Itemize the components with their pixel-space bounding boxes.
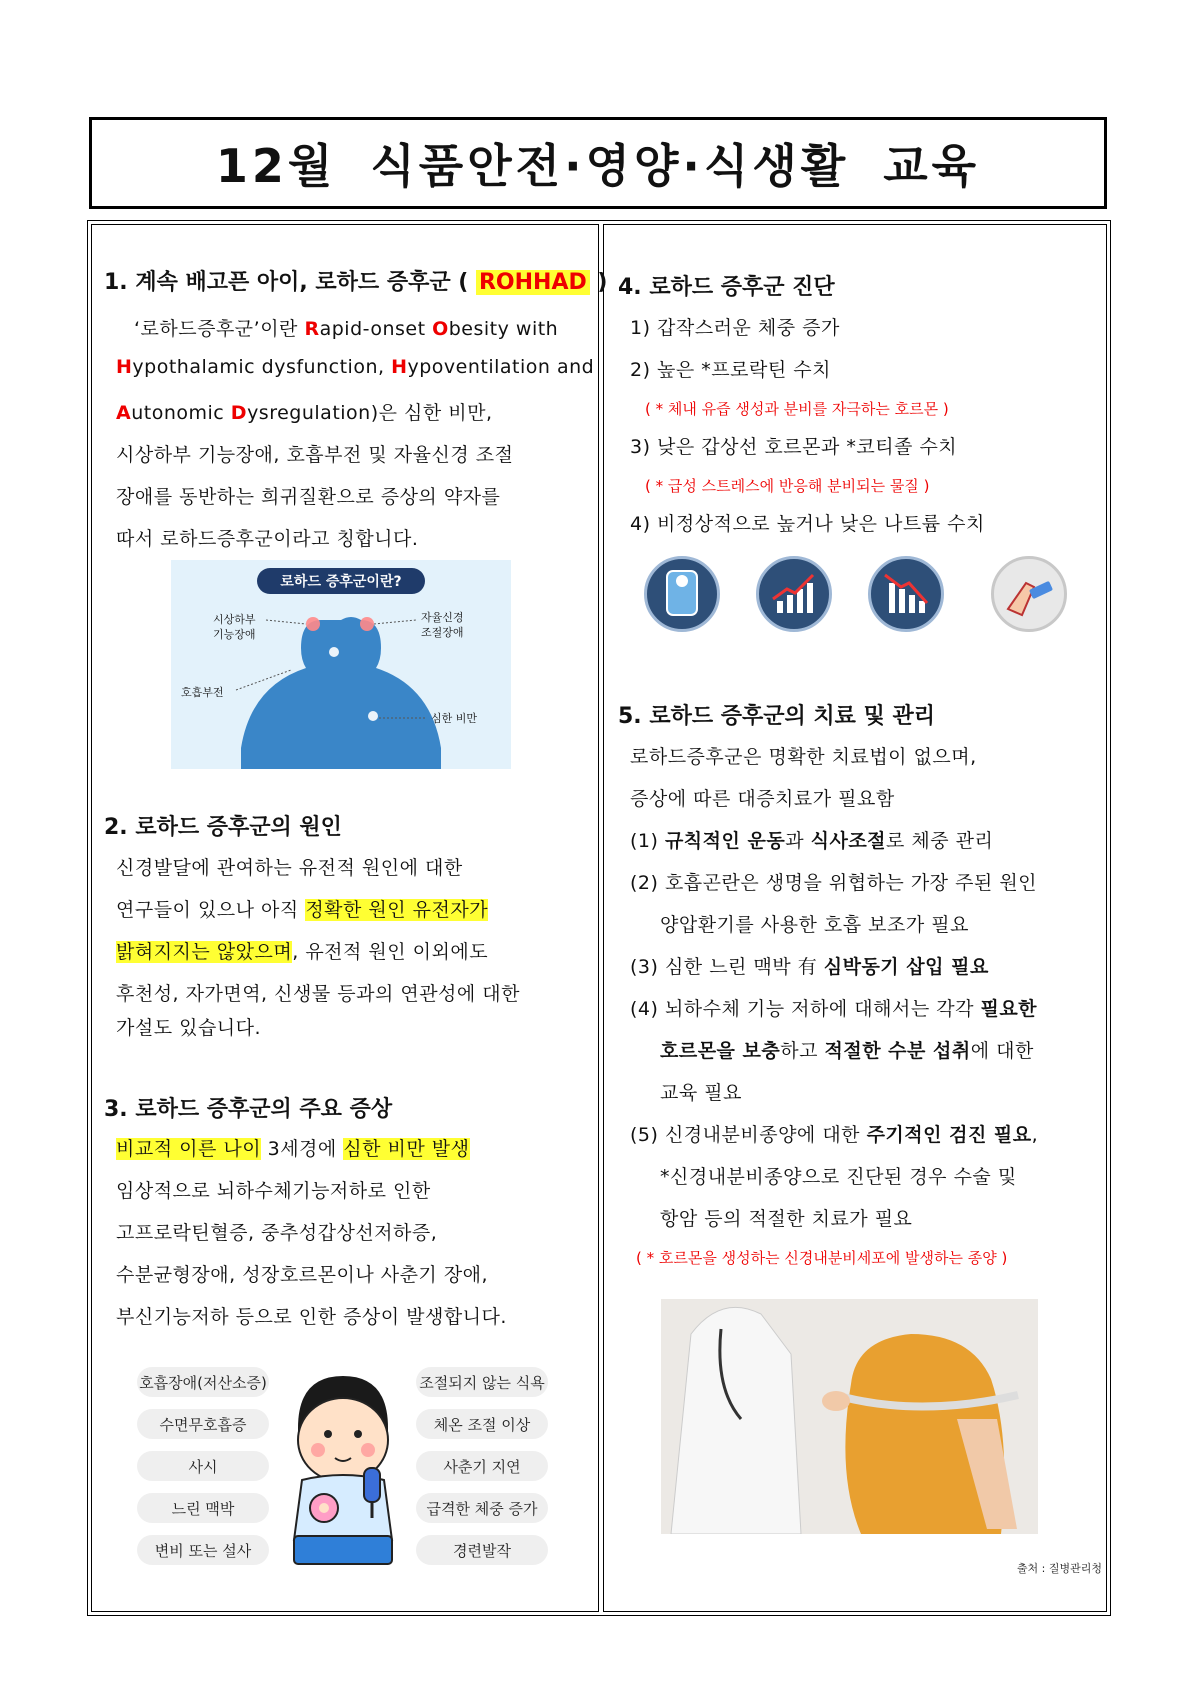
s5-item-5-cont2: 항암 등의 적절한 치료가 필요 bbox=[660, 1208, 913, 1230]
symptom-pill: 급격한 체중 증가 bbox=[416, 1493, 548, 1523]
s4-item-1: 1) 갑작스러운 체중 증가 bbox=[630, 317, 840, 339]
s2-line-3: 밝혀지지는 않았으며, 유전적 원인 이외에도 bbox=[116, 941, 489, 963]
s5-item-5: (5) 신경내분비종양에 대한 주기적인 검진 필요, bbox=[630, 1124, 1039, 1146]
s4-item-3: 3) 낮은 갑상선 호르몬과 *코티졸 수치 bbox=[630, 436, 958, 458]
symptom-pill: 호흡장애(저산소증) bbox=[137, 1367, 269, 1397]
falling-chart-icon bbox=[868, 556, 944, 632]
label-hypothalamus: 시상하부 기능장애 bbox=[213, 613, 256, 641]
waist-measure-photo bbox=[661, 1299, 1038, 1534]
s5-note-tumor: ( * 호르몬을 생성하는 신경내분비세포에 발생하는 종양 ) bbox=[636, 1249, 1008, 1267]
symptom-pill: 사춘기 지연 bbox=[416, 1451, 548, 1481]
s2-line-4: 후천성, 자가면역, 신생물 등과의 연관성에 대한 bbox=[116, 983, 521, 1005]
section1-heading-close: ) bbox=[597, 270, 608, 295]
symptom-pill: 느린 맥박 bbox=[137, 1493, 269, 1523]
s5-item-1: (1) 규칙적인 운동과 식사조절로 체중 관리 bbox=[630, 830, 994, 852]
symptom-pill: 변비 또는 설사 bbox=[137, 1535, 269, 1565]
child-illustration bbox=[280, 1368, 406, 1568]
s5-line-1: 로하드증후군은 명확한 치료법이 없으며, bbox=[630, 746, 977, 768]
section2-heading: 2. 로하드 증후군의 원인 bbox=[104, 815, 342, 840]
s1-line-2: Hypothalamic dysfunction, Hypoventilation and bbox=[116, 356, 595, 378]
s1-line-6: 따서 로하드증후군이라고 칭합니다. bbox=[116, 528, 419, 550]
symptom-pill: 사시 bbox=[137, 1451, 269, 1481]
s4-note-prolactin: ( * 체내 유즙 생성과 분비를 자극하는 호르몬 ) bbox=[645, 400, 949, 418]
s1-line-4: 시상하부 기능장애, 호흡부전 및 자율신경 조절 bbox=[116, 444, 514, 466]
title-box bbox=[89, 117, 1107, 209]
symptom-pill: 경련발작 bbox=[416, 1535, 548, 1565]
s3-line-1: 비교적 이른 나이 3세경에 심한 비만 발생 bbox=[116, 1138, 470, 1160]
s4-item-2: 2) 높은 *프로락틴 수치 bbox=[630, 359, 831, 381]
symptom-pill: 조절되지 않는 식욕 bbox=[416, 1367, 548, 1397]
rising-chart-icon bbox=[756, 556, 832, 632]
s5-line-2: 증상에 따른 대증치료가 필요함 bbox=[630, 788, 895, 810]
scale-icon bbox=[644, 556, 720, 632]
rohhad-figure bbox=[171, 560, 511, 769]
s2-line-1: 신경발달에 관여하는 유전적 원인에 대한 bbox=[116, 857, 463, 879]
s5-item-3: (3) 심한 느린 맥박 有 심박동기 삽입 필요 bbox=[630, 956, 989, 978]
symptom-pill: 수면무호흡증 bbox=[137, 1409, 269, 1439]
symptom-pill: 체온 조절 이상 bbox=[416, 1409, 548, 1439]
page-title: 12월 식품안전·영양·식생활 교육 bbox=[215, 139, 981, 193]
label-obesity: 심한 비만 bbox=[431, 712, 478, 725]
section3-heading: 3. 로하드 증후군의 주요 증상 bbox=[104, 1097, 393, 1122]
label-autonomic: 자율신경 조절장애 bbox=[421, 611, 464, 639]
s5-item-5-cont: *신경내분비종양으로 진단된 경우 수술 및 bbox=[660, 1166, 1017, 1188]
figure-title: 로하드 증후군이란? bbox=[257, 568, 425, 594]
s3-line-3: 고프로락틴혈증, 중추성갑상선저하증, bbox=[116, 1222, 438, 1244]
rohhad-tag: ROHHAD bbox=[476, 270, 590, 295]
s4-item-4: 4) 비정상적으로 높거나 낮은 나트륨 수치 bbox=[630, 513, 985, 535]
s4-note-cortisol: ( * 급성 스트레스에 반응해 분비되는 물질 ) bbox=[645, 477, 930, 495]
section1-heading bbox=[104, 265, 607, 296]
label-respiratory: 호흡부전 bbox=[181, 686, 224, 699]
s5-item-2: (2) 호흡곤란은 생명을 위협하는 가장 주된 원인 bbox=[630, 872, 1038, 894]
section1-heading-text: 1. 계속 배고픈 아이, 로하드 증후군 ( bbox=[104, 270, 469, 295]
salt-shaker-icon bbox=[991, 556, 1067, 632]
s1-line-3: Autonomic Dysregulation)은 심한 비만, bbox=[116, 402, 493, 424]
s1-line-5: 장애를 동반하는 희귀질환으로 증상의 약자를 bbox=[116, 486, 501, 508]
s2-line-5: 가설도 있습니다. bbox=[116, 1017, 262, 1039]
s5-item-4-cont: 호르몬을 보충하고 적절한 수분 섭취에 대한 bbox=[660, 1040, 1034, 1062]
s2-line-2: 연구들이 있으나 아직 정확한 원인 유전자가 bbox=[116, 899, 489, 921]
s3-line-2: 임상적으로 뇌하수체기능저하로 인한 bbox=[116, 1180, 431, 1202]
s5-item-4: (4) 뇌하수체 기능 저하에 대해서는 각각 필요한 bbox=[630, 998, 1038, 1020]
section4-heading: 4. 로하드 증후군 진단 bbox=[618, 275, 835, 300]
s3-line-5: 부신기능저하 등으로 인한 증상이 발생합니다. bbox=[116, 1306, 507, 1328]
source-credit: 출처 : 질병관리청 bbox=[1016, 1562, 1102, 1575]
s5-item-4-cont2: 교육 필요 bbox=[660, 1082, 742, 1104]
s3-line-4: 수분균형장애, 성장호르몬이나 사춘기 장애, bbox=[116, 1264, 489, 1286]
s5-item-2-cont: 양압환기를 사용한 호흡 보조가 필요 bbox=[660, 914, 969, 936]
section5-heading: 5. 로하드 증후군의 치료 및 관리 bbox=[618, 704, 935, 729]
s1-line-1: ‘로하드증후군’이란 Rapid-onset Obesity with bbox=[134, 318, 559, 340]
